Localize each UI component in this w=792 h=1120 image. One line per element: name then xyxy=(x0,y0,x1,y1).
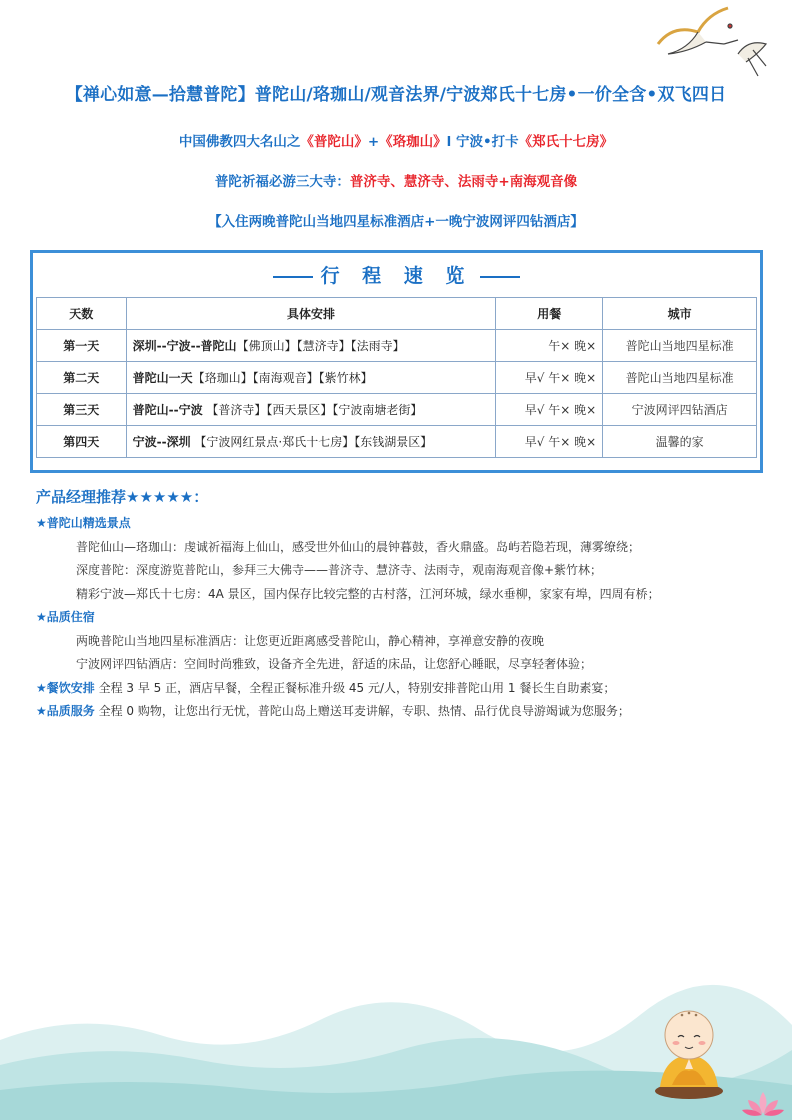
lotus-icon xyxy=(740,1088,786,1118)
table-header-row xyxy=(37,298,757,330)
title-dash-left xyxy=(273,276,313,278)
route-text: 普陀山一天 xyxy=(132,371,193,385)
category-hotel: ★品质住宿 xyxy=(36,610,95,624)
plan-cell xyxy=(126,330,496,362)
table-row xyxy=(37,330,757,362)
subtitle-text: 中国佛教四大名山之 xyxy=(178,134,301,150)
table-row xyxy=(37,394,757,426)
subtitle-highlight: 《普陀山》 xyxy=(300,134,368,150)
spots-text: 【珞珈山】【南海观音】【紫竹林】 xyxy=(192,371,373,385)
route-text: 深圳--宁波--普陀山 xyxy=(132,339,237,353)
recommend-heading: 产品经理推荐★★★★★： xyxy=(36,488,209,506)
hotel-line: 宁波网评四钻酒店：空间时尚雅致，设备齐全先进，舒适的床品，让您舒心睡眠，尽享轻奢体验； xyxy=(76,657,593,671)
plan-cell xyxy=(126,394,496,426)
meal-cell: 早√ 午× 晚× xyxy=(496,394,603,426)
table-row xyxy=(37,426,757,458)
category-scenic: ★普陀山精选景点 xyxy=(36,516,131,530)
route-text: 宁波--深圳 xyxy=(132,435,191,449)
scenic-line: 深度普陀：深度游览普陀山，参拜三大佛寺——普济寺、慧济寺、法雨寺，观南海观音像+紫竹林； xyxy=(76,563,603,577)
subtitle-hotel: 【入住两晚普陀山当地四星标准酒店+一晚宁波网评四钻酒店】 xyxy=(208,214,584,230)
spots-text: 【普济寺】【西天景区】【宁波南塘老街】 xyxy=(202,403,423,417)
header-city: 城市 xyxy=(603,298,757,330)
spots-text: 【宁波网红景点·郑氏十七房】【东钱湖景区】 xyxy=(190,435,433,449)
title-dash-right xyxy=(480,276,520,278)
plan-cell xyxy=(126,426,496,458)
subtitle-highlight: 《郑氏十七房》 xyxy=(518,134,614,150)
monk-illustration xyxy=(650,1005,728,1100)
crane-illustration xyxy=(628,4,778,84)
itinerary-box xyxy=(30,250,763,473)
main-title: 【禅心如意—拾慧普陀】普陀山/珞珈山/观音法界/宁波郑氏十七房•一价全含•双飞四日 xyxy=(65,85,727,105)
day-cell: 第二天 xyxy=(37,362,127,394)
header-plan: 具体安排 xyxy=(126,298,496,330)
service-line xyxy=(36,700,766,724)
meal-line xyxy=(36,677,766,701)
plan-cell xyxy=(126,362,496,394)
itinerary-title xyxy=(33,261,760,288)
day-cell: 第一天 xyxy=(37,330,127,362)
route-text: 普陀山--宁波 xyxy=(132,403,203,417)
city-cell: 温馨的家 xyxy=(603,426,757,458)
recommend-body xyxy=(36,512,766,724)
subtitle-text: 普陀祈福必游三大寺： xyxy=(214,174,350,190)
day-cell: 第四天 xyxy=(37,426,127,458)
city-cell: 普陀山当地四星标准 xyxy=(603,330,757,362)
subtitle-highlight: 普济寺、慧济寺、法雨寺+南海观音像 xyxy=(349,174,578,190)
subtitle-mountains xyxy=(0,130,792,150)
header-meal: 用餐 xyxy=(496,298,603,330)
meal-text: 全程 3 早 5 正，酒店早餐，全程正餐标准升级 45 元/人，特别安排普陀山用 1 餐长生自助素宴； xyxy=(94,680,616,695)
category-service: ★品质服务 xyxy=(36,704,95,718)
itinerary-title-text: 行 程 速 览 xyxy=(320,265,473,287)
subtitle-text: l 宁波•打卡 xyxy=(446,134,519,150)
city-cell: 宁波网评四钻酒店 xyxy=(603,394,757,426)
meal-cell: 午× 晚× xyxy=(496,330,603,362)
meal-cell: 早√ 午× 晚× xyxy=(496,362,603,394)
subtitle-highlight: 《珞珈山》 xyxy=(379,134,447,150)
hotel-line: 两晚普陀山当地四星标准酒店：让您更近距离感受普陀山，静心精神，享禅意安静的夜晚 xyxy=(76,633,545,648)
subtitle-text: + xyxy=(367,134,380,150)
scenic-line: 精彩宁波—郑氏十七房：4A 景区，国内保存比较完整的古村落，江河环城，绿水垂柳，家家有埠，四周有桥； xyxy=(76,586,660,601)
service-text: 全程 0 购物，让您出行无忧，普陀山岛上赠送耳麦讲解，专职、热情、品行优良导游竭诚为您服务； xyxy=(94,704,630,718)
category-meal: ★餐饮安排 xyxy=(36,680,95,695)
spots-text: 【佛顶山】【慧济寺】【法雨寺】 xyxy=(236,339,405,353)
table-row xyxy=(37,362,757,394)
scenic-line: 普陀仙山—珞珈山：虔诚祈福海上仙山，感受世外仙山的晨钟暮鼓，香火鼎盛。岛屿若隐若现，薄雾缭绕； xyxy=(76,539,641,554)
header-day: 天数 xyxy=(37,298,127,330)
city-cell: 普陀山当地四星标准 xyxy=(603,362,757,394)
subtitle-temples xyxy=(0,170,792,190)
day-cell: 第三天 xyxy=(37,394,127,426)
meal-cell: 早√ 午× 晚× xyxy=(496,426,603,458)
itinerary-table xyxy=(36,297,757,458)
